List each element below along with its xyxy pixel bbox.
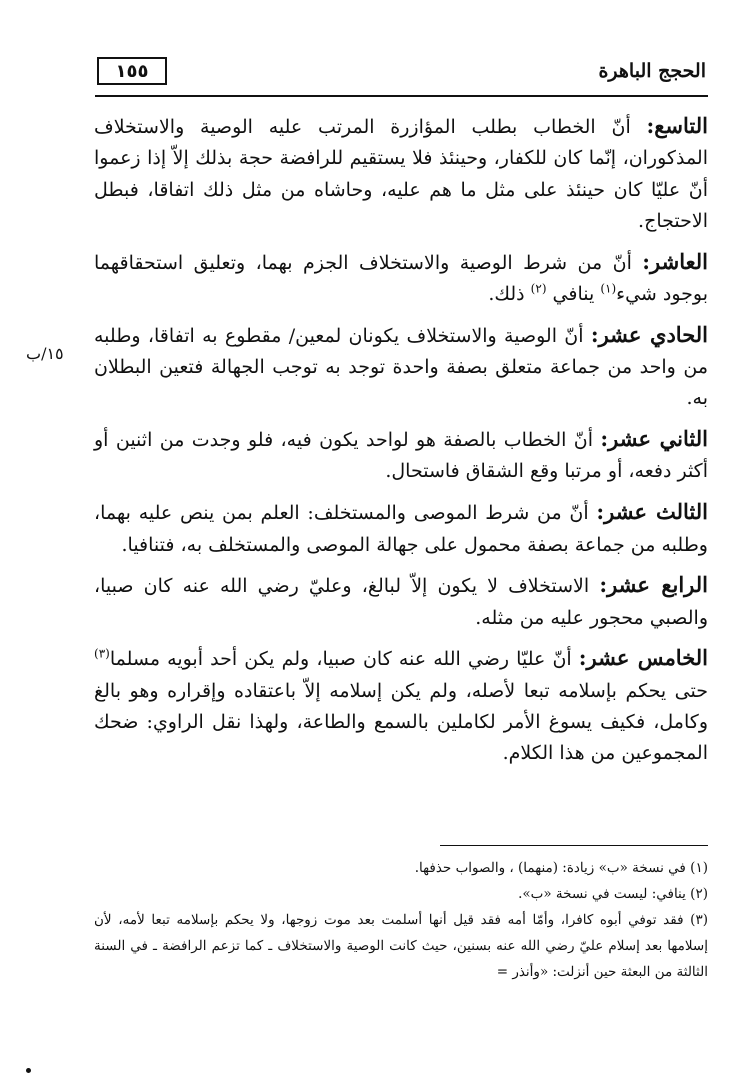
paragraph-heading: الحادي عشر: <box>590 321 708 347</box>
paragraph-fifteenth <box>94 642 708 769</box>
footnote-1: (١) في نسخة «ب» زيادة: (منهما) ، والصواب حذفها. <box>414 860 708 876</box>
footnotes <box>94 855 708 985</box>
footnote-3: (٣) فقد توفي أبوه كافرا، وأمّا أمه فقد قيل أنها أسلمت بعد موت زوجها، ولا يحكم بإسلامه تبعا لأمه، لأن إسلامها بعد إسلام عليّ رضي الله عنه بسنين، حيث كانت الوصية والاستخلاف ـ كما تزعم الرافضة ـ في السنة الثالثة من البعثة حين أنزلت: «وأنذر = <box>94 912 708 980</box>
footnote-ref-1[interactable]: (١) <box>600 281 617 296</box>
footnote-2: (٢) ينافي: ليست في نسخة «ب». <box>518 886 708 902</box>
paragraph-tenth <box>94 246 708 311</box>
footnote-ref-3[interactable]: (٣) <box>94 647 110 662</box>
paragraph-text: الاستخلاف لا يكون إلاّ لبالغ، وعليّ رضي الله عنه كان صبيا، والصبي محجور عليه من مثله. <box>94 575 708 629</box>
paragraph-heading: الرابع عشر: <box>599 572 708 598</box>
main-text <box>94 110 708 778</box>
paragraph-eleventh <box>94 319 708 415</box>
footnote-ref-2[interactable]: (٢) <box>530 281 547 296</box>
manuscript-folio-note: ١٥/ب <box>26 344 64 363</box>
scan-mark <box>26 1068 31 1073</box>
paragraph-text: حتى يحكم بإسلامه تبعا لأصله، ولم يكن إسلامه إلاّ باعتقاده وإقراره وهو بالغ وكامل، فكيف يسوغ الأمر لكاملين بالسمع والطاعة، ولهذا نقل الراوي: ضحك المجموعين من هذا الكلام. <box>94 679 708 765</box>
paragraph-text: ينافي <box>546 282 601 305</box>
paragraph-heading: الثالث عشر: <box>596 499 708 525</box>
paragraph-twelfth <box>94 423 708 488</box>
paragraph-text: أنّ الخطاب بالصفة هو لواحد يكون فيه، فلو وجدت من اثنين أو أكثر دفعه، أو مرتبا وقع الشقاق فاستحال. <box>94 429 708 483</box>
paragraph-text: أنّ من شرط الوصية والاستخلاف الجزم بهما، وتعليق استحقاقهما بوجود شيء <box>94 251 708 305</box>
paragraph-fourteenth <box>94 569 708 634</box>
header-rule <box>95 95 708 97</box>
paragraph-ninth <box>94 110 708 237</box>
running-title: الحجج الباهرة <box>598 60 706 82</box>
paragraph-text: أنّ الوصية والاستخلاف يكونان لمعين/ مقطوع به اتفاقا، وطلبه من واحد من جماعة متعلق بصفة واحدة توجد به توجب الجهالة فتعين البطلان به. <box>94 324 708 410</box>
paragraph-heading: العاشر: <box>642 248 708 274</box>
footnote-divider <box>440 845 708 846</box>
page-number: ١٥٥ <box>97 57 167 85</box>
paragraph-heading: الخامس عشر: <box>578 645 708 671</box>
paragraph-text: أنّ من شرط الموصى والمستخلف: العلم بمن ينص عليه بهما، وطلبه من جماعة بصفة محمول على جهالة الموصى والمستخلف به، فتنافيا. <box>94 502 708 556</box>
paragraph-text: أنّ الخطاب بطلب المؤازرة المرتب عليه الوصية والاستخلاف المذكوران، إنّما كان للكفار، وحينئذ فلا يستقيم للرافضة حجة بذلك إلاّ إذا زعموا أنّ عليّا كان حينئذ على مثل ما هم عليه، وحاشاه من مثل ذلك اتفاقا، فبطل الاحتجاج. <box>94 116 708 232</box>
paragraph-text: أنّ عليّا رضي الله عنه كان صبيا، ولم يكن أحد أبويه مسلما <box>109 648 579 671</box>
paragraph-heading: التاسع: <box>646 113 708 138</box>
paragraph-thirteenth <box>94 496 708 561</box>
paragraph-heading: الثاني عشر: <box>600 426 708 452</box>
paragraph-text: ذلك. <box>488 282 531 305</box>
